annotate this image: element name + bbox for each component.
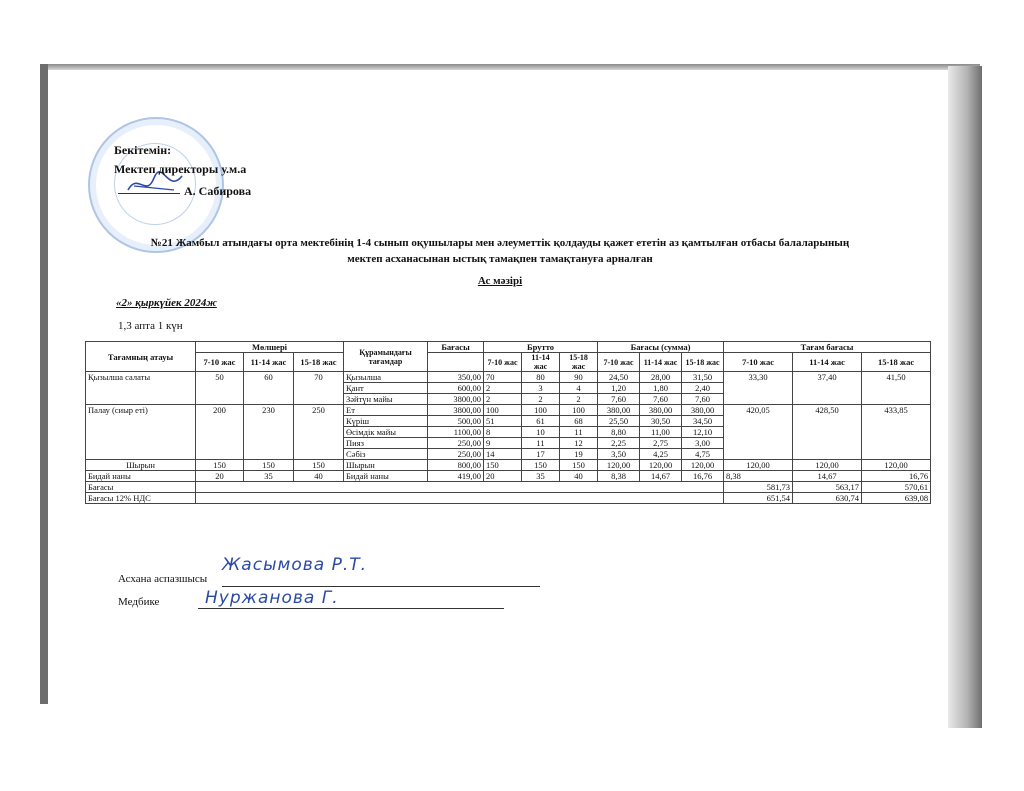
cell-portion: 40: [294, 471, 344, 482]
cell-price: 600,00: [428, 383, 484, 394]
cell-portion: 230: [244, 405, 294, 460]
approval-name: А. Сабирова: [184, 184, 252, 198]
header-brutto: Брутто: [484, 342, 598, 353]
cell-price: 3800,00: [428, 405, 484, 416]
cell-sum: 30,50: [640, 416, 682, 427]
cell-brutto: 3: [522, 383, 560, 394]
header-ingredients: Құрамындағы тағамдар: [344, 342, 428, 372]
header-age: 11-14 жас: [640, 353, 682, 372]
table-header-row: [86, 342, 931, 353]
cell-brutto: 40: [560, 471, 598, 482]
cell-meal-price: 120,00: [793, 460, 862, 471]
header-portion: Мөлшері: [196, 342, 344, 353]
cell-ingredient: Зәйтүн майы: [344, 394, 428, 405]
cell-total: 570,61: [862, 482, 931, 493]
cell-brutto: 19: [560, 449, 598, 460]
cell-brutto: 90: [560, 372, 598, 383]
document-heading-line1: №21 Жамбыл атындағы орта мектебінің 1-4 сынып оқушылары мен әлеуметтік қолдауды қажет ететін аз қамтылған отбасы балаларының: [150, 237, 850, 249]
approval-signature-line: [118, 193, 180, 194]
cell-price: 250,00: [428, 438, 484, 449]
cell-sum: 1,80: [640, 383, 682, 394]
cell-meal-price: 120,00: [862, 460, 931, 471]
cell-brutto: 11: [522, 438, 560, 449]
cell-total-label: Бағасы: [86, 482, 196, 493]
header-age: 15-18 жас: [560, 353, 598, 372]
cell-dish: Палау (сиыр еті): [86, 405, 196, 460]
cell-brutto: 61: [522, 416, 560, 427]
header-age: 7-10 жас: [484, 353, 522, 372]
cell-meal-price: 428,50: [793, 405, 862, 460]
cell-price: 3800,00: [428, 394, 484, 405]
cell-dish: Шырын: [86, 460, 196, 471]
cell-price: 419,00: [428, 471, 484, 482]
approval-role: Мектеп директоры у.м.а: [114, 162, 247, 176]
header-dish: Тағамның атауы: [86, 342, 196, 372]
cell-brutto: 2: [484, 394, 522, 405]
cell-sum: 4,75: [682, 449, 724, 460]
header-age: 11-14 жас: [244, 353, 294, 372]
cell-ingredient: Күріш: [344, 416, 428, 427]
cell-sum: 8,38: [598, 471, 640, 482]
cell-sum: 1,20: [598, 383, 640, 394]
cell-sum: 2,40: [682, 383, 724, 394]
cell-portion: 200: [196, 405, 244, 460]
cell-brutto: 20: [484, 471, 522, 482]
cook-label: Асхана аспазшысы: [118, 573, 208, 585]
cell-meal-price: 37,40: [793, 372, 862, 405]
cell-price: 500,00: [428, 416, 484, 427]
cell-price: 350,00: [428, 372, 484, 383]
cell-price: 800,00: [428, 460, 484, 471]
cell-sum: 8,80: [598, 427, 640, 438]
document-heading-line2: мектеп асханасынан ыстық тамақпен тамақтануға арналған: [347, 253, 653, 265]
cell-portion: 150: [294, 460, 344, 471]
header-age: 15-18 жас: [682, 353, 724, 372]
cell-ingredient: Бидай наны: [344, 471, 428, 482]
cell-portion: 250: [294, 405, 344, 460]
cell-ingredient: Шырын: [344, 460, 428, 471]
cell-brutto: 2: [484, 383, 522, 394]
cell-brutto: 100: [522, 405, 560, 416]
cell-brutto: 2: [522, 394, 560, 405]
cell-total-vat: 639,08: [862, 493, 931, 504]
cell-total-vat: 651,54: [724, 493, 793, 504]
cell-sum: 12,10: [682, 427, 724, 438]
cell-brutto: 12: [560, 438, 598, 449]
cell-portion: 20: [196, 471, 244, 482]
scan-edge-right: [948, 66, 982, 728]
table-row: [86, 460, 931, 471]
cell-ingredient: Қант: [344, 383, 428, 394]
cell-ingredient: Өсімдік майы: [344, 427, 428, 438]
approval-title: Бекітемін:: [114, 143, 172, 157]
header-sum: Бағасы (сумма): [598, 342, 724, 353]
table-row: [86, 372, 931, 383]
cell-price: 250,00: [428, 449, 484, 460]
cell-sum: 2,25: [598, 438, 640, 449]
cook-signature: Жасымова Р.Т.: [222, 555, 368, 575]
cell-sum: 7,60: [682, 394, 724, 405]
header-meal-price: Тағам бағасы: [724, 342, 931, 353]
cell-blank: [196, 493, 724, 504]
cell-ingredient: Ет: [344, 405, 428, 416]
cell-brutto: 150: [522, 460, 560, 471]
cell-sum: 7,60: [598, 394, 640, 405]
cell-meal-price: 433,85: [862, 405, 931, 460]
cell-price: 1100,00: [428, 427, 484, 438]
cell-meal-price: 14,67: [793, 471, 862, 482]
cell-meal-price: 16,76: [862, 471, 931, 482]
menu-week: 1,3 апта 1 күн: [118, 320, 183, 332]
header-blank: [428, 353, 484, 372]
header-age: 11-14 жас: [793, 353, 862, 372]
cell-brutto: 4: [560, 383, 598, 394]
cell-sum: 31,50: [682, 372, 724, 383]
cell-sum: 380,00: [640, 405, 682, 416]
cell-total-vat: 630,74: [793, 493, 862, 504]
cell-sum: 120,00: [682, 460, 724, 471]
cell-meal-price: 120,00: [724, 460, 793, 471]
cell-brutto: 11: [560, 427, 598, 438]
cell-portion: 70: [294, 372, 344, 405]
table-row: [86, 405, 931, 416]
cell-ingredient: Сәбіз: [344, 449, 428, 460]
header-age: 15-18 жас: [862, 353, 931, 372]
cell-total: 563,17: [793, 482, 862, 493]
cell-sum: 3,50: [598, 449, 640, 460]
cell-brutto: 51: [484, 416, 522, 427]
cell-brutto: 100: [484, 405, 522, 416]
table-row-total-vat: [86, 493, 931, 504]
cell-brutto: 17: [522, 449, 560, 460]
cell-meal-price: 41,50: [862, 372, 931, 405]
cell-sum: 34,50: [682, 416, 724, 427]
header-age: 7-10 жас: [598, 353, 640, 372]
cell-brutto: 10: [522, 427, 560, 438]
menu-table: [85, 341, 931, 504]
cell-ingredient: Пияз: [344, 438, 428, 449]
cell-sum: 3,00: [682, 438, 724, 449]
cell-dish: Бидай наны: [86, 471, 196, 482]
cell-brutto: 8: [484, 427, 522, 438]
cell-sum: 24,50: [598, 372, 640, 383]
cell-brutto: 150: [560, 460, 598, 471]
cell-sum: 14,67: [640, 471, 682, 482]
header-age: 7-10 жас: [196, 353, 244, 372]
cell-portion: 60: [244, 372, 294, 405]
cell-meal-price: 33,30: [724, 372, 793, 405]
table-row-total: [86, 482, 931, 493]
cell-brutto: 14: [484, 449, 522, 460]
cell-portion: 35: [244, 471, 294, 482]
cell-sum: 7,60: [640, 394, 682, 405]
cell-brutto: 70: [484, 372, 522, 383]
nurse-signature: Нуржанова Г.: [205, 588, 339, 608]
cell-sum: 120,00: [598, 460, 640, 471]
cell-dish: Қызылша салаты: [86, 372, 196, 405]
menu-date: «2» қыркүйек 2024ж: [116, 297, 217, 309]
header-price: Бағасы: [428, 342, 484, 353]
table-subheader-row: [86, 353, 931, 372]
nurse-signature-line: [198, 608, 504, 609]
cell-meal-price: 420,05: [724, 405, 793, 460]
cell-sum: 380,00: [598, 405, 640, 416]
cell-sum: 25,50: [598, 416, 640, 427]
cell-sum: 4,25: [640, 449, 682, 460]
cell-meal-price: 8,38: [724, 471, 793, 482]
cell-brutto: 68: [560, 416, 598, 427]
cell-total: 581,73: [724, 482, 793, 493]
cell-sum: 2,75: [640, 438, 682, 449]
cell-brutto: 150: [484, 460, 522, 471]
cook-signature-line: [222, 586, 540, 587]
cell-brutto: 2: [560, 394, 598, 405]
scan-edge-left: [40, 64, 48, 704]
header-age: 15-18 жас: [294, 353, 344, 372]
cell-brutto: 9: [484, 438, 522, 449]
header-age: 11-14 жас: [522, 353, 560, 372]
cell-brutto: 100: [560, 405, 598, 416]
cell-sum: 11,00: [640, 427, 682, 438]
cell-sum: 120,00: [640, 460, 682, 471]
cell-blank: [196, 482, 724, 493]
cell-sum: 28,00: [640, 372, 682, 383]
cell-portion: 50: [196, 372, 244, 405]
cell-portion: 150: [244, 460, 294, 471]
cell-portion: 150: [196, 460, 244, 471]
cell-ingredient: Қызылша: [344, 372, 428, 383]
cell-total-vat-label: Бағасы 12% НДС: [86, 493, 196, 504]
cell-brutto: 35: [522, 471, 560, 482]
menu-title: Ас мәзірі: [477, 275, 523, 287]
nurse-label: Медбике: [118, 596, 160, 608]
header-age: 7-10 жас: [724, 353, 793, 372]
cell-sum: 16,76: [682, 471, 724, 482]
cell-brutto: 80: [522, 372, 560, 383]
table-row: [86, 471, 931, 482]
cell-sum: 380,00: [682, 405, 724, 416]
